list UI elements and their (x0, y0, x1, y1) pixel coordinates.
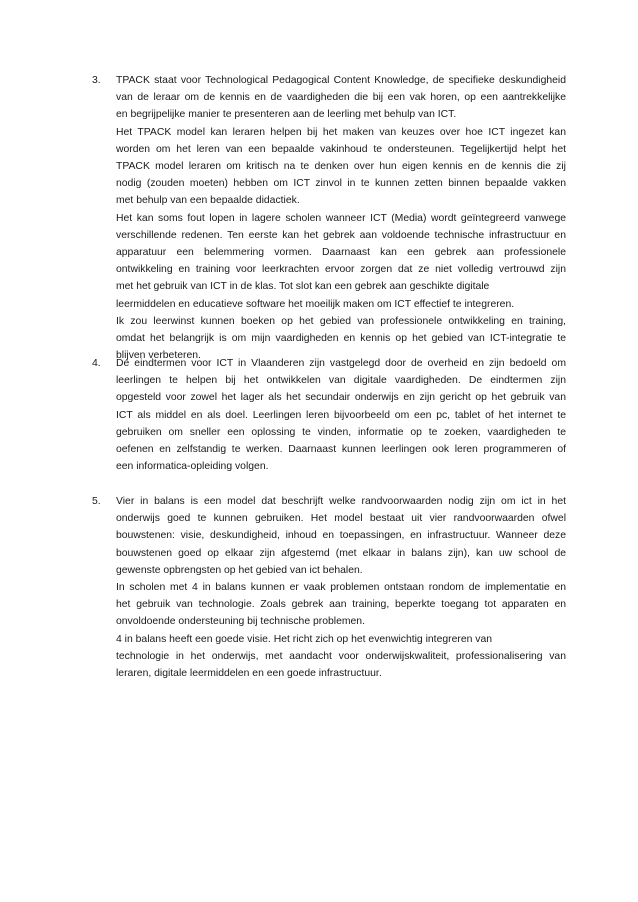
text-line: nodig (zouden moeten) hebben om ICT zinvol in te kunnen zetten binnen bepaalde vakken (116, 178, 566, 190)
text-line: en begrijpelijke manier te presenteren aan de leerling met behulp van ICT. (116, 109, 457, 121)
text-line: technologie in het onderwijs, met aandacht voor onderwijskwaliteit, professionalisering van (116, 650, 566, 662)
list-item-number: 4. (92, 358, 101, 369)
text-line: met het gebruik van ICT in de klas. Tot slot kan een gebrek aan geschikte digitale (116, 281, 490, 293)
text-line: leraren, digitale leermiddelen en een goede infrastructuur. (116, 668, 382, 680)
text-line: Ik zou leerwinst kunnen boeken op het gebied van professionele ontwikkeling en training, (116, 315, 566, 327)
text-line: opgesteld voor zowel het lager als het secundair onderwijs en zijn gericht op het gebruik van (116, 392, 566, 404)
text-line: blijven verbeteren. (116, 350, 201, 362)
text-line: oefenen en zelfstandig te werken. Daarnaast kunnen leerlingen ook leren programmeren of (116, 444, 566, 456)
list-item-number: 3. (92, 75, 101, 86)
text-line: onderwijs goed te kunnen gebruiken. Het model bestaat uit vier randvoorwaarden ofwel (116, 513, 566, 525)
text-line: van de leraar om de kennis en de vaardigheden die bij een vak horen, op een aantrekkelijke (116, 92, 566, 104)
list-item-text (116, 355, 566, 475)
text-line: een informatica-opleiding volgen. (116, 461, 269, 473)
text-line: leermiddelen en educatieve software het moeilijk maken om ICT effectief te integreren. (116, 298, 515, 310)
text-line: 4 in balans heeft een goede visie. Het richt zich op het evenwichtig integreren van (116, 633, 493, 645)
text-line: met behulp van een bepaalde didactiek. (116, 195, 300, 207)
list-item-number: 5. (92, 496, 101, 507)
text-line: In scholen met 4 in balans kunnen er vaak problemen ontstaan rondom de implementatie en (116, 582, 566, 594)
text-line: gebruiken om sneller een oplossing te vinden, informatie op te zoeken, vaardigheden te (116, 426, 566, 438)
text-line: TPACK model leraren om kritisch na te denken over hun eigen kennis en de kennis die zij (116, 161, 566, 173)
list-item-text (116, 493, 566, 682)
text-line: omdat het belangrijk is om mijn vaardigheden en kennis op het gebied van ICT-integratie te (116, 333, 566, 345)
text-line: ontwikkeling en training voor leerkrachten ervoor zorgen dat ze niet volledig vertrouwd zijn (116, 264, 566, 276)
text-line: apparatuur een belemmering vormen. Daarnaast kan een gebrek aan professionele (116, 247, 566, 259)
text-line: Vier in balans is een model dat beschrijft welke randvoorwaarden nodig zijn om ict in het (116, 496, 566, 507)
text-line: Het TPACK model kan leraren helpen bij het maken van keuzes over hoe ICT ingezet kan (116, 126, 566, 138)
list-item-text (116, 72, 566, 364)
text-line: bouwstenen: visie, deskundigheid, inhoud en toepassingen, en infrastructuur. Wanneer deze (116, 530, 566, 542)
text-line: onvoldoende ondersteuning bij technische problemen. (116, 616, 365, 628)
text-line: Het kan soms fout lopen in lagere scholen wanneer ICT (Media) wordt geïntegreerd vanwege (116, 212, 566, 224)
text-line: verschillende redenen. Ten eerste kan het gebrek aan voldoende technische infrastructuur en (116, 229, 566, 241)
text-line: het gebruik van technologie. Zoals gebrek aan training, beperkte toegang tot apparaten en (116, 599, 566, 611)
text-line: gewenste opbrengsten op het gebied van ict behalen. (116, 564, 363, 576)
text-line: leerlingen te helpen bij het ontwikkelen van digitale vaardigheden. De eindtermen zijn (116, 375, 566, 387)
text-line: worden om het leren van een bepaalde vakinhoud te ondersteunen. Tegelijkertijd helpt het (116, 143, 566, 155)
text-line: ICT als middel en als doel. Leerlingen leren bijvoorbeeld om een pc, tablet of het internet te (116, 409, 566, 421)
text-line: De eindtermen voor ICT in Vlaanderen zijn vastgelegd door de overheid en zijn bedoeld om (116, 358, 566, 369)
text-line: bouwstenen goed op elkaar zijn afgestemd (met elkaar in balans zijn), kan uw school de (116, 547, 566, 559)
text-line: TPACK staat voor Technological Pedagogical Content Knowledge, de specifieke deskundigheid (116, 75, 566, 86)
